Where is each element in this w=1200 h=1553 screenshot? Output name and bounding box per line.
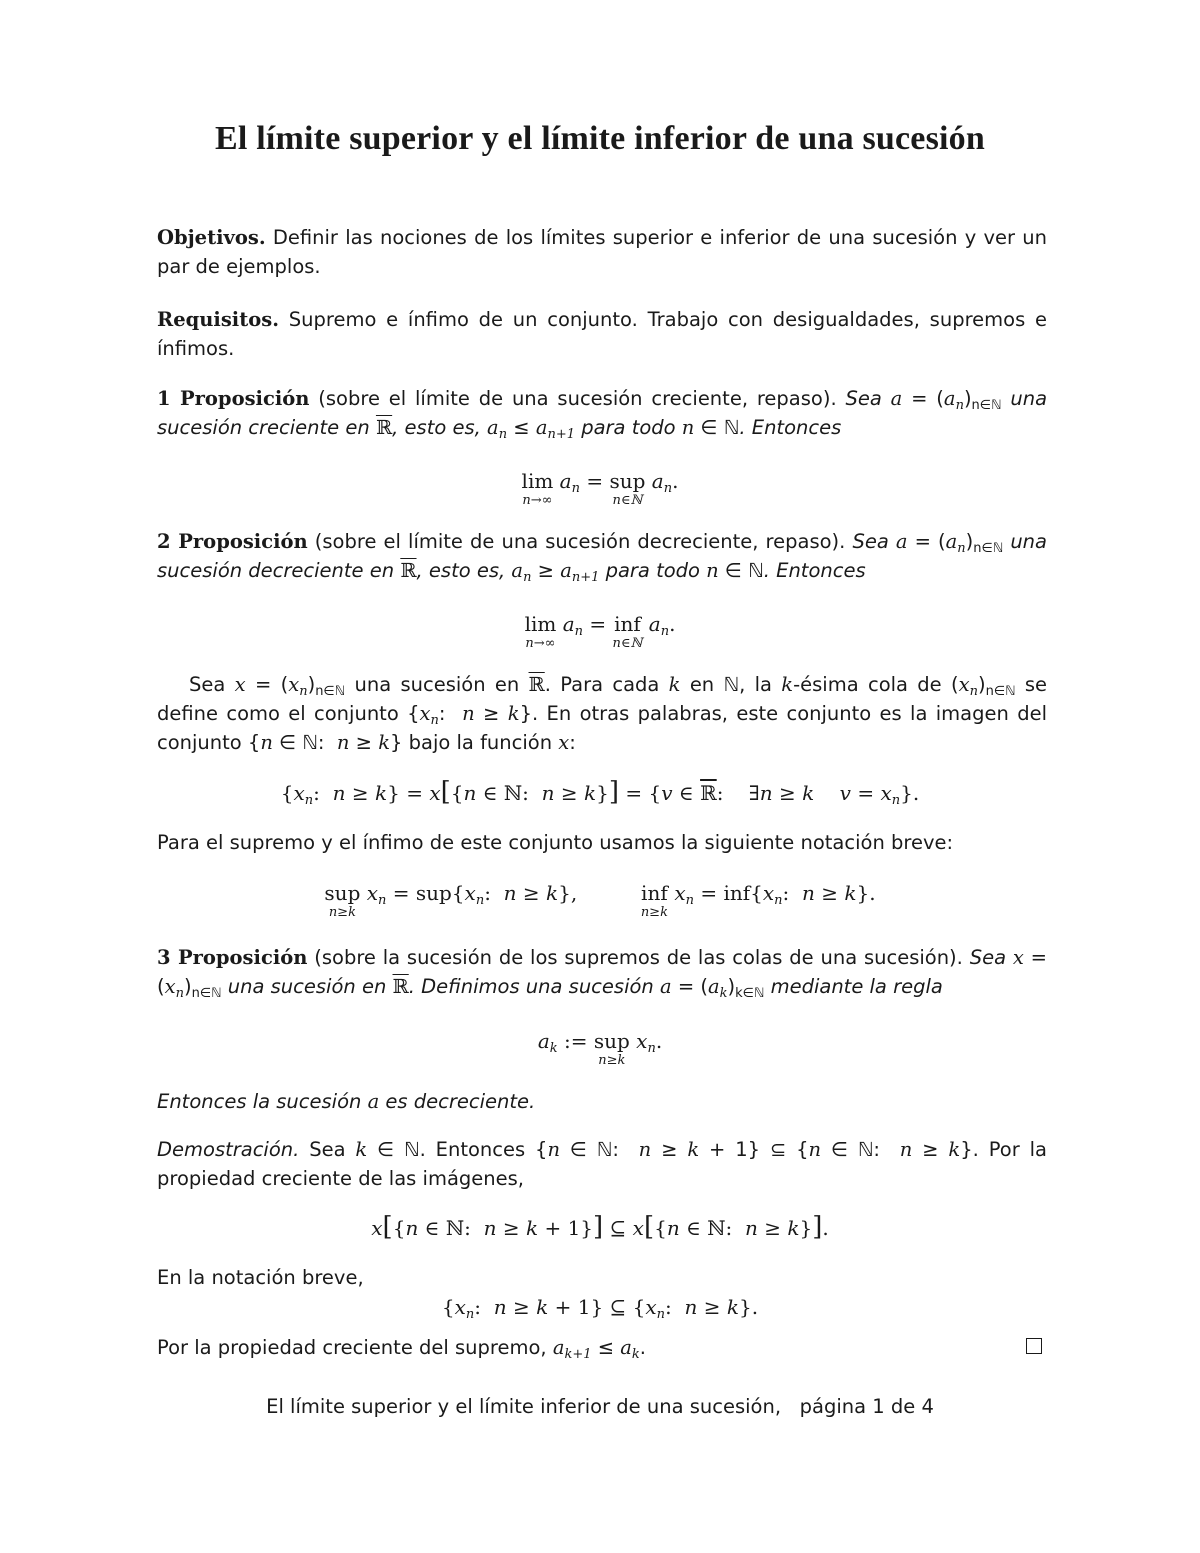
text-run: , la xyxy=(739,673,772,696)
equation-tail-set: {$x_n$: n ≥ k} = x[{n ∈ ℕ: n ≥ k}] = {v ∈ ℝ: ∃n ≥ k $v = x_n$}. xyxy=(280,777,920,808)
equation-lim-inf: lim n→∞ $a_n$ = inf n∈ℕ $a_n$. xyxy=(524,612,676,651)
prop1-note: (sobre el límite de una sucesión creciente, repaso). xyxy=(318,387,837,410)
prop3-text: Sea xyxy=(969,946,1007,969)
prop2-text: , esto es, xyxy=(416,559,506,582)
proposition-3: 3 Proposición (sobre la sucesión de los supremos de las colas de una sucesión). Sea $x = (x_n)_{n\in ℕ}$ una sucesión en ℝ. Definimos una sucesión $a = (a_k)_{k\in ℕ}$ mediante la regla xyxy=(157,946,1048,1001)
text-run: Sea xyxy=(309,1138,346,1161)
prop1-text: una sucesión creciente en xyxy=(157,387,1048,439)
prop2-text: para todo xyxy=(605,559,700,582)
qed-square-icon xyxy=(1026,1338,1042,1354)
prop3-label: 3 Proposición xyxy=(157,946,308,969)
text-run: se define como el conjunto xyxy=(157,673,1048,725)
requisitos-label: Requisitos. xyxy=(157,308,279,331)
prop2-text: . Entonces xyxy=(763,559,866,582)
extended-reals: ℝ xyxy=(375,416,393,439)
proposition-1: 1 Proposición (sobre el límite de una sucesión creciente, repaso). Sea $a = (a_n)_{n\in ℕ}$ una sucesión creciente en ℝ, esto es, $a_n \le a_{n+1}$ para todo n ∈ ℕ. Entonces xyxy=(157,387,1048,442)
extended-reals: ℝ xyxy=(400,559,417,582)
equation-short-notation: sup n≥k $x_n = sup\{x_n$: n ≥ k}, inf n≥k $x_n = inf\{x_n$: n ≥ k}. xyxy=(324,881,876,920)
prop3-text: . Definimos una sucesión xyxy=(408,975,654,998)
text-run: Por la propiedad creciente del supremo, xyxy=(157,1336,547,1359)
notation-paragraph: Para el supremo y el ínfimo de este conjunto usamos la siguiente notación breve: xyxy=(157,831,954,854)
document-title: El límite superior y el límite inferior de una sucesión xyxy=(215,120,985,157)
equation-image-inclusion: x[{n ∈ ℕ: n ≥ k + 1}] ⊆ x[{n ∈ ℕ: n ≥ k}]. xyxy=(371,1212,829,1242)
proof-paragraph: Demostración. Sea k ∈ ℕ. Entonces {n ∈ ℕ: n ≥ k + 1} ⊆ {n ∈ ℕ: n ≥ k}. Por la propiedad creciente de las imágenes, xyxy=(157,1138,1047,1190)
prop1-text: , esto es, xyxy=(392,416,481,439)
page-footer xyxy=(0,1395,1200,1418)
prop1-label: 1 Proposición xyxy=(157,387,310,410)
equation-ak-definition: $a_k$ := sup n≥k $x_n$. xyxy=(537,1029,663,1068)
prop1-text: . Entonces xyxy=(739,416,842,439)
prop2-note: (sobre el límite de una sucesión decreciente, repaso). xyxy=(314,530,846,553)
short-notation-intro: En la notación breve, xyxy=(157,1266,364,1289)
proof-label: Demostración. xyxy=(157,1138,300,1161)
prop3-text: una sucesión en xyxy=(227,975,387,998)
text-run: Sea xyxy=(189,673,226,696)
objetivos-label: Objetivos. xyxy=(157,226,266,249)
prop2-text: Sea xyxy=(852,530,889,553)
proposition-2: 2 Proposición (sobre el límite de una sucesión decreciente, repaso). Sea $a = (a_n)_{n\in ℕ}$ una sucesión decreciente en ℝ, esto es, $a_n \ge a_{n+1}$ para todo n ∈ ℕ. Entonces xyxy=(157,530,1047,585)
prop1-text: para todo xyxy=(581,416,676,439)
text-run: bajo la función xyxy=(408,731,553,754)
prop3-note: (sobre la sucesión de los supremos de las colas de una sucesión). xyxy=(314,946,963,969)
prop2-label: 2 Proposición xyxy=(157,530,308,553)
text-run: en xyxy=(689,673,715,696)
text-run: . Entonces xyxy=(419,1138,526,1161)
objetivos-paragraph xyxy=(157,223,1047,281)
formula: a xyxy=(890,387,903,410)
text-run: . En otras palabras, este conjunto es la imagen del conjunto xyxy=(157,702,1047,754)
prop3-text: Entonces la sucesión xyxy=(157,1090,362,1113)
footer-page-number: página 1 de 4 xyxy=(799,1395,934,1418)
tail-definition-paragraph: Sea $x = (x_n)_{n\in ℕ}$ una sucesión en ℝ. Para cada k en ℕ, la k-ésima cola de $(x_n)_{n\in ℕ}$ se define como el conjunto {$x_n$: n ≥ k}. En otras palabras, este conjunto es la imagen del conjunto {n ∈ ℕ: n ≥ k} bajo la función x: xyxy=(157,673,1048,754)
proof-final-line: Por la propiedad creciente del supremo, $a_{k+1} \le a_k$. xyxy=(157,1336,646,1362)
objetivos-text: Definir las nociones de los límites superior e inferior de una sucesión y ver un par de ejemplos. xyxy=(157,226,1047,278)
formula: $a_n$ xyxy=(487,416,508,442)
text-run: una sucesión en xyxy=(354,673,520,696)
text-run: -ésima cola de xyxy=(793,673,942,696)
requisitos-paragraph xyxy=(157,305,1047,363)
prop3-text: es decreciente. xyxy=(385,1090,536,1113)
proposition-3-conclusion: Entonces la sucesión a es decreciente. xyxy=(157,1090,536,1113)
prop2-text: una sucesión decreciente en xyxy=(157,530,1047,582)
prop3-text: mediante la regla xyxy=(770,975,943,998)
equation-tail-inclusion: {$x_n$: n ≥ k + 1} ⊆ {$x_n$: n ≥ k}. xyxy=(441,1295,759,1322)
text-run: . Por la propiedad creciente de las imágenes, xyxy=(157,1138,1047,1190)
text-run: . Para cada xyxy=(544,673,660,696)
equation-lim-sup: lim n→∞ $a_n$ = sup n∈ℕ $a_n$. xyxy=(521,469,679,508)
requisitos-text: Supremo e ínfimo de un conjunto. Trabajo con desigualdades, supremos e ínfimos. xyxy=(157,308,1047,360)
prop1-text: Sea xyxy=(845,387,882,410)
footer-doc-title: El límite superior y el límite inferior de una sucesión, xyxy=(266,1395,782,1418)
